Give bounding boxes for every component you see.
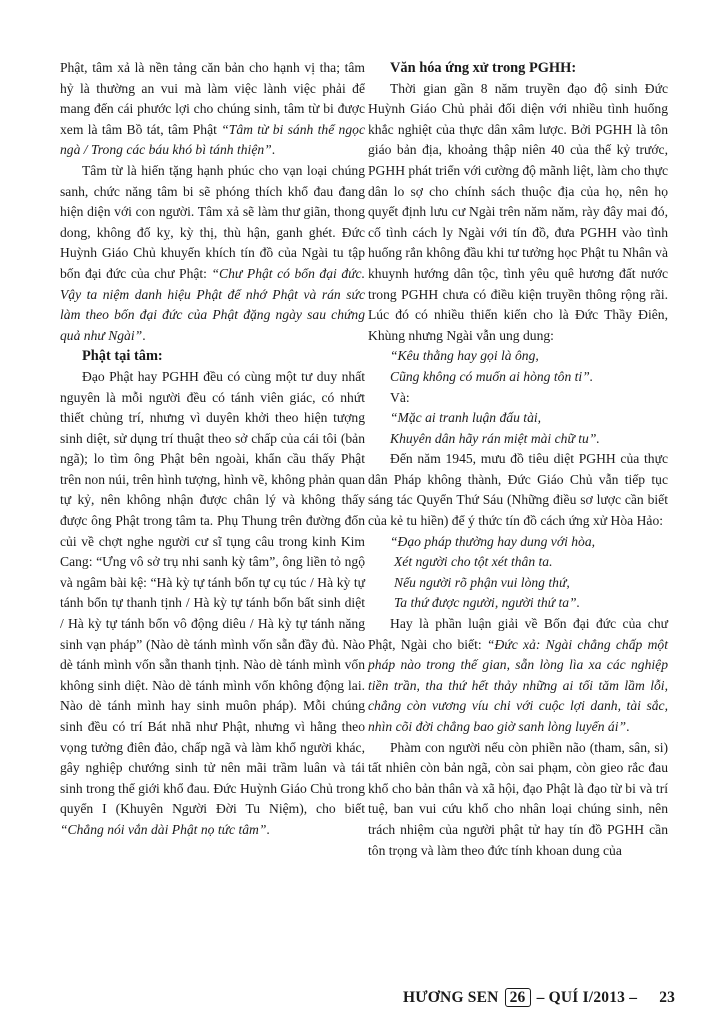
heading-phat-tai-tam: Phật tại tâm: — [82, 348, 163, 365]
verse-line-3: “Mặc ai tranh luận đấu tài, — [390, 410, 542, 426]
verse-line-6: Xét người cho tột xét thân ta. — [394, 554, 553, 570]
issue-number-box: 26 — [505, 988, 531, 1007]
quote-tam-tu-bi: “Tâm từ bi sánh thể ngọc ngà / Trong các báu khó bì tánh thiện” — [60, 121, 365, 158]
heading-van-hoa-ung-xu: Văn hóa ứng xử trong PGHH: — [390, 60, 577, 76]
left-column — [60, 58, 365, 841]
magazine-name: HƯƠNG SEN — [403, 989, 499, 1006]
page-footer — [403, 988, 675, 1007]
quote-bon-dai-duc: “Chư Phật có bốn đại đức. Vậy ta niệm danh hiệu Phật để nhớ Phật và rán sức làm theo bốn đại đức của Phật đặng ngày sau chứng quả như Ngài” — [60, 265, 365, 343]
verse-line-5: “Đạo pháp thường hay dung với hòa, — [390, 533, 596, 549]
verse-line-7: Nếu người rõ phận vui lòng thứ, — [394, 574, 570, 590]
verse-connector: Và: — [390, 389, 410, 405]
paragraph-tam-xa: Phật, tâm xả là nền tảng căn bản cho hạnh vị tha; tâm hỷ là thường an vui mà làm việc lành việc phải để mang đến cái phước lợi cho chúng sinh, tâm từ bi được xem là tâm Bồ tát, tâm Phật “Tâm từ bi sánh thể ngọc ngà / Trong các báu khó bì tánh thiện”. — [60, 60, 365, 158]
right-column — [368, 58, 668, 861]
paragraph-phat-tai-tam: Đạo Phật hay PGHH đều có cùng một tư duy nhất nguyên là mỗi người đều có tánh viên giác, có nhứt thiết chủng trí, nhưng vì duyên khởi theo hiện tượng sinh diệt, sử dụng trí thuật theo sở chấp của cái tôi (bản ngã); lo tìm ông Phật bên ngoài, khẩn cầu thấy Phật trên non núi, trên hình tượng, hình vẽ, không phản quan tự kỷ, nên không nhận được chân lý và không thấy được ông Phật trong tâm ta. Phụ Thung trên đường đốn củi về chợt nghe người cư sĩ tụng câu trong kinh Kim Cang: “Ưng vô sở trụ nhi sanh kỳ tâm”, ông liền tỏ ngộ và ngâm bài kệ: “Hà kỳ tự tánh bổn tự cụ túc / Hà kỳ tự tánh bổn tự thanh tịnh / Hà kỳ tự tánh bổn bất sinh diệt / Hà kỳ tự tánh bổn vô động diêu / Hà kỳ tự tánh năng sinh vạn pháp” (Nào dè tánh mình vốn sẵn đầy đủ. Nào dè tánh mình vốn sẵn thanh tịnh. Nào dè tánh mình vốn không sinh diệt. Nào dè tánh mình vốn không động lai. Nào dè tánh mình hay sinh muôn pháp). Mỗi chúng sinh đều có trí Bát nhã như Phật, nhưng vì hằng theo vọng tưởng điên đảo, chấp ngã và làm khổ người khác, gây nghiệp chướng sinh tử nên mãi trầm luân và tái sinh trong thế giới khổ đau. Đức Huỳnh Giáo Chủ trong quyển I (Khuyên Người Đời Tu Niệm), cho biết “Chẳng nói vắn dài Phật nọ tức tâm”. — [60, 368, 365, 837]
quote-duc-xa: “Đức xả: Ngài chẳng chấp một pháp nào trong thế gian, sẵn lòng lìa xa các nghiệp tiền trần, tha thứ hết thảy những ai tối tăm lầm lỗi, chẳng còn vương víu chi với cuộc lợi danh, tài sắc, nhìn cõi đời chẳng bao giờ sanh lòng luyến ái” — [368, 636, 668, 734]
paragraph-tam-tu: Tâm từ là hiến tặng hạnh phúc cho vạn loại chúng sanh, chức năng tâm bi sẽ phóng thích khổ đau đang hiện diện với con người. Tâm xả sẽ làm thư giãn, thong dong, không đố kỵ, kỳ thị, thù hận, ganh ghét. Đức Huỳnh Giáo Chủ khuyến khích tín đồ của Ngài tu tập bốn đại đức của chư Phật: “Chư Phật có bốn đại đức. Vậy ta niệm danh hiệu Phật để nhớ Phật và rán sức làm theo bốn đại đức của Phật đặng ngày sau chứng quả như Ngài”. — [60, 162, 365, 343]
page-number: 23 — [659, 989, 676, 1006]
paragraph-luan-giai: Hay là phần luận giải về Bốn đại đức của chư Phật, Ngài cho biết: “Đức xả: Ngài chẳng chấp một pháp nào trong thế gian, sẵn lòng lìa xa các nghiệp tiền trần, tha thứ hết thảy những ai tối tăm lầm lỗi, chẳng còn vương víu chi với cuộc lợi danh, tài sắc, nhìn cõi đời chẳng bao giờ sanh lòng luyến ái”. — [368, 616, 668, 734]
verse-line-2: Cũng không có muốn ai hòng tôn ti”. — [390, 368, 594, 384]
paragraph-nam-1945: Đến năm 1945, mưu đồ tiêu diệt PGHH của thực dân Pháp không thành, Đức Giáo Chủ vẫn tiếp tục sáng tác Quyển Thứ Sáu (Những điều sơ lược cần biết của kẻ tu hiền) để ý thức tín đồ cách ứng xử Hòa Hảo: — [368, 451, 668, 529]
quote-chang-noi: “Chẳng nói vắn dài Phật nọ tức tâm” — [60, 821, 267, 837]
paragraph-thoi-gian: Thời gian gần 8 năm truyền đạo độ sinh Đức Huỳnh Giáo Chủ phải đối diện với nhiều tình huống khắc nghiệt của thực dân xâm lược. Bởi PGHH là tôn giáo bản địa, khoảng thập niên 40 của thế kỷ trước, PGHH phát triển với cường độ mãnh liệt, làm cho thực dân lo sợ cho chính sách thuộc địa của họ, nên họ quyết định lưu cư Ngài trên năm năm, rày đây mai đó, cố tình cách ly Ngài với tín đồ, đưa PGHH vào tình huống rắn không đầu khi tư tưởng học Phật tu Nhân và khuynh hướng dân tộc, tình yêu quê hương đất nước trong PGHH chưa có điều kiện truyền thông rộng rãi. Lúc đó có nhiều thiển kiến cho là Đức Thầy Điên, Khùng nhưng Ngài vẫn ung dung: — [368, 80, 668, 343]
verse-line-1: “Kêu thằng hay gọi là ông, — [390, 348, 539, 364]
verse-line-4: Khuyên dân hãy rán miệt mài chữ tu”. — [390, 430, 600, 446]
issue-quarter: – QUÍ I/2013 – — [536, 989, 638, 1006]
paragraph-pham-con-nguoi: Phàm con người nếu còn phiền não (tham, sân, si) tất nhiên còn bản ngã, còn sai phạm, còn gieo rắc đau khổ cho bản thân và xã hội, đạo Phật là đạo từ bi và trí tuệ, ban vui cứu khổ cho nhân loại chúng sinh, nên trách nhiệm của người phật tử hay tín đồ PGHH cần tôn trọng và làm theo đức tính khoan dung của — [368, 739, 668, 858]
verse-line-8: Ta thứ được người, người thứ ta”. — [394, 595, 580, 611]
